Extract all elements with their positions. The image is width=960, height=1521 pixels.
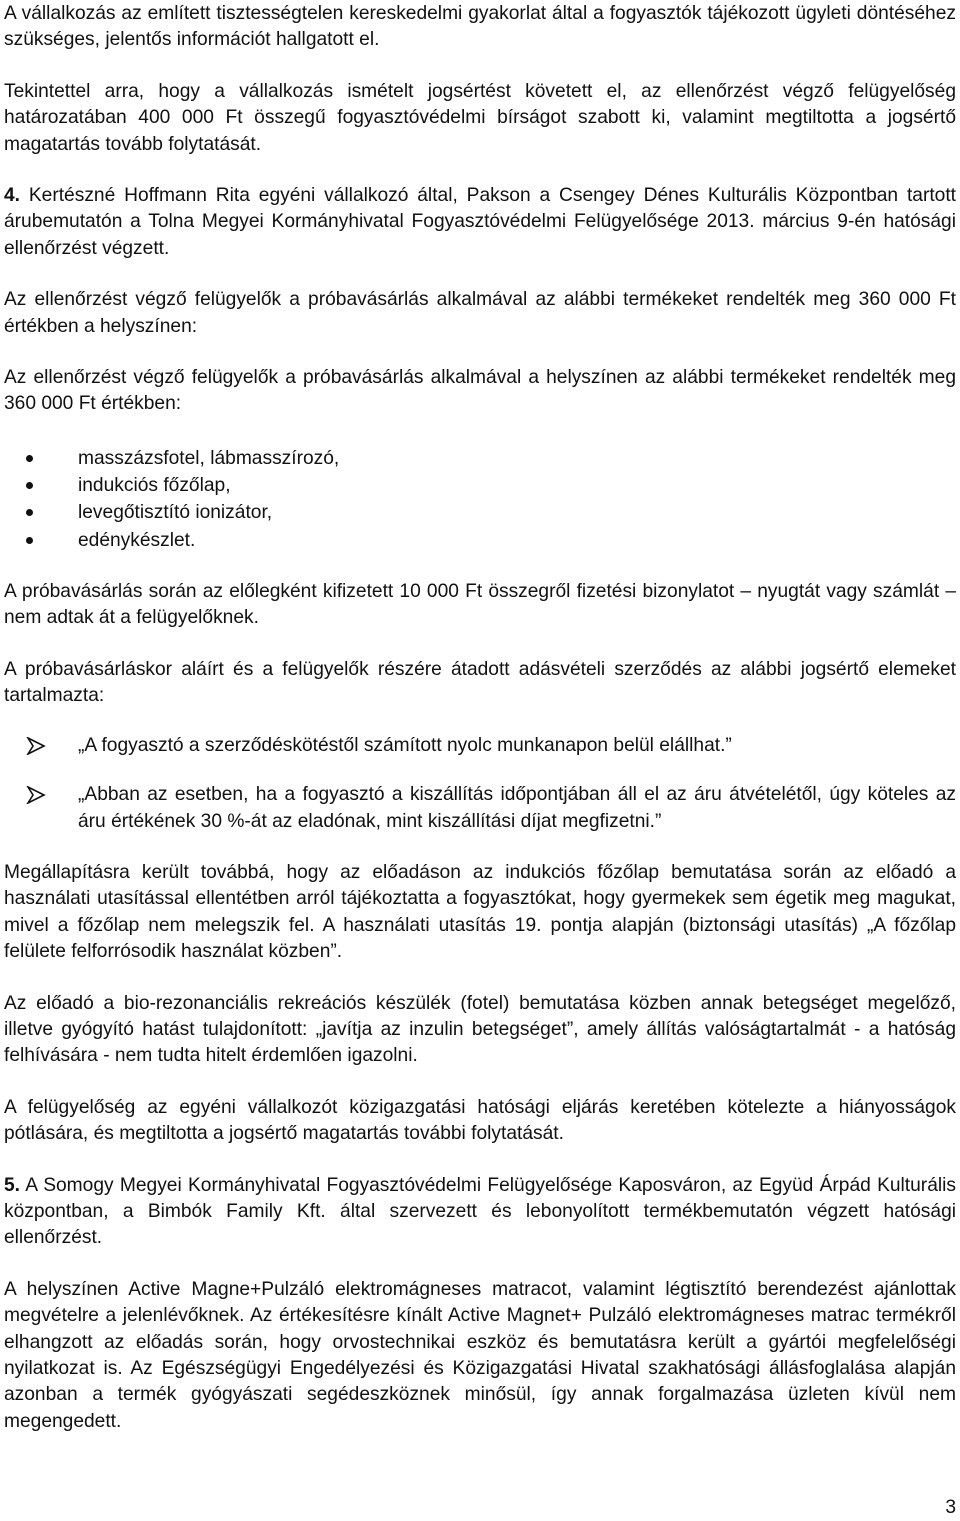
bullet-dot-icon (26, 537, 33, 544)
paragraph-receipt: A próbavásárlás során az előlegként kifizetett 10 000 Ft összegről fizetési bizonylatot – nyugtát vagy számlát – nem adtak át a felügyelőknek. (4, 581, 956, 629)
list-item: levegőtisztító ionizátor, (4, 499, 956, 526)
case-4-text: Kertészné Hoffmann Rita egyéni vállalkozó által, Pakson a Csengey Dénes Kulturális Központban tartott árubemutatón a Tolna Megyei Kormányhivatal Fogyasztóvédelmi Felügyelősége 2013. március 9-én hatósági ellenőrzést végzett. (4, 185, 956, 259)
paragraph-cooktop: Megállapításra került továbbá, hogy az előadáson az indukciós főzőlap bemutatása során az előadó a használati utasítással ellentétben arról tájékoztatta a fogyasztókat, hogy gyermekek sem égetik meg magukat, mivel a főzőlap nem melegszik fel. A használati utasítás 19. pontja alapján (biztonsági utasítás) „A főzőlap felülete felforrósodik használat közben”. (4, 861, 956, 963)
arrowhead-bullet-icon (26, 737, 46, 755)
list-item: indukciós főzőlap, (4, 472, 956, 499)
case-5-text: A Somogy Megyei Kormányhivatal Fogyasztóvédelmi Felügyelősége Kaposváron, az Együd Árpád Kulturális központban, a Bimbók Family Kft. által szervezett és lebonyolított termékbemutatón végzett hatósági ellenőrzést. (4, 1174, 956, 1249)
bullet-dot-icon (26, 509, 33, 516)
list-item: masszázsfotel, lábmasszírozó, (4, 445, 956, 472)
bullet-dot-icon (26, 455, 33, 462)
violation-list (4, 733, 956, 835)
paragraph-obligation: A felügyelőség az egyéni vállalkozót közigazgatási hatósági eljárás keretében kötelezte a hiányosságok pótlására, és megtiltotta a jogsértő magatartás további folytatását. (4, 1096, 956, 1145)
product-list (4, 445, 956, 554)
document-page (4, 0, 956, 1435)
paragraph-contract: A próbavásárláskor aláírt és a felügyelők részére átadott adásvételi szerződés az alábbi jogsértő elemeket tartalmazta: (4, 658, 956, 707)
list-item: edénykészlet. (4, 527, 956, 554)
paragraph-case-4 (4, 183, 956, 262)
page-number: 3 (945, 1497, 956, 1518)
paragraph-fine: Tekintettel arra, hogy a vállalkozás ismételt jogsértést követett el, az ellenőrzést végző felügyelőség határozatában 400 000 Ft összegű fogyasztóvédelmi bírságot szabott ki, valamint megtiltotta a jogsértő magatartás tovább folytatását. (4, 80, 956, 155)
arrowhead-bullet-icon (26, 786, 46, 804)
bullet-dot-icon (26, 482, 33, 489)
paragraph-armchair: Az előadó a bio-rezonanciális rekreációs készülék (fotel) bemutatása közben annak betegséget megelőző, illetve gyógyító hatást tulajdonított: „javítja az inzulin betegséget”, amely állítás valóságtartalmát - a hatóság felhívására - nem tudta hitelt érdemlően igazolni. (4, 992, 956, 1067)
paragraph-intro: A vállalkozás az említett tisztességtelen kereskedelmi gyakorlat által a fogyasztók tájékozott ügyleti döntéséhez szükséges, jelentős információt hallgatott el. (4, 3, 956, 51)
paragraph-case-5 (4, 1173, 956, 1252)
paragraph-test-purchase-repeat: Az ellenőrzést végző felügyelők a próbavásárlás alkalmával a helyszínen az alábbi termékeket rendelték meg 360 000 Ft értékben: (4, 367, 956, 415)
case-number: 4. (4, 185, 21, 207)
paragraph-test-purchase: Az ellenőrzést végző felügyelők a próbavásárlás alkalmával az alábbi termékeket rendelték meg 360 000 Ft értékben a helyszínen: (4, 289, 956, 337)
list-item: „Abban az esetben, ha a fogyasztó a kiszállítás időpontjában áll el az áru átvételétől, úgy köteles az áru értékének 30 %-át az eladónak, mint kiszállítási díjat megfizetni.” (4, 782, 956, 835)
case-number: 5. (4, 1174, 21, 1196)
list-item: „A fogyasztó a szerződéskötéstől számított nyolc munkanapon belül elállhat.” (4, 733, 956, 759)
paragraph-mattress: A helyszínen Active Magne+Pulzáló elektromágneses matracot, valamint légtisztító berendezést ajánlottak megvételre a jelenlévőknek. Az értékesítésre kínált Active Magnet+ Pulzáló elektromágneses matrac termékről elhangzott az előadás során, hogy orvostechnikai eszköz és bemutatásra került a gyártói megfelelőségi nyilatkozat is. Az Egészségügyi Engedélyezési és Közigazgatási Hivatal szakhatósági állásfoglalása alapján azonban a termék gyógyászati segédeszköznek minősül, így annak forgalmazása üzleten kívül nem megengedett. (4, 1278, 956, 1432)
